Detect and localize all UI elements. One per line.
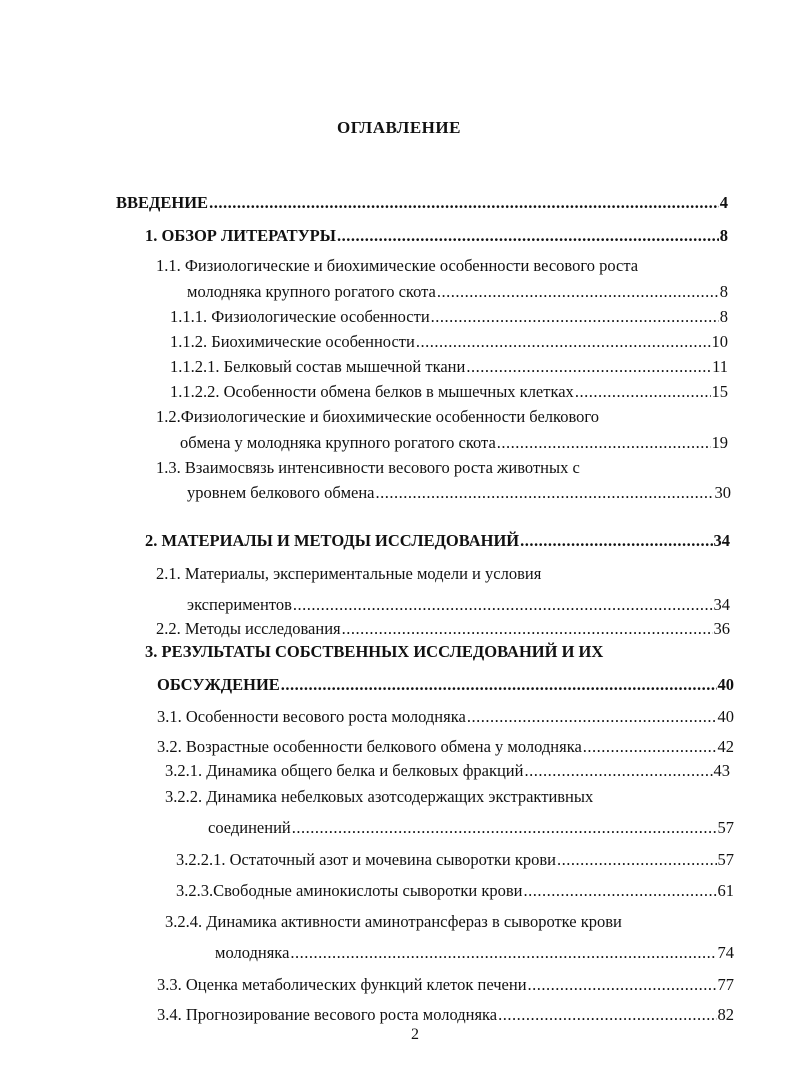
toc-entry-3-2-2-line2[interactable] (208, 817, 734, 839)
toc-entry-text: 3.2.1. Динамика общего белка и белковых фракций (165, 761, 524, 780)
leader-dots (376, 482, 714, 504)
toc-entry-page: 10 (711, 332, 728, 351)
toc-entry-page: 36 (713, 619, 730, 638)
leader-dots (290, 942, 716, 964)
toc-entry-page: 42 (717, 737, 734, 756)
toc-entry-page: 34 (713, 531, 730, 550)
toc-entry-page: 57 (717, 850, 734, 869)
toc-entry-text: 2.2. Методы исследования (156, 619, 341, 638)
toc-entry-text: соединений (208, 818, 291, 837)
leader-dots (431, 306, 719, 328)
toc-entry-text: 1.1.2. Биохимические особенности (170, 332, 415, 351)
toc-entry-text: обмена у молодняка крупного рогатого скота (180, 433, 496, 452)
toc-entry-1-1-1[interactable] (170, 306, 728, 328)
leader-dots (528, 974, 717, 996)
toc-entry-page: 74 (717, 943, 734, 962)
toc-entry-page: 43 (713, 761, 730, 780)
leader-dots (292, 817, 717, 839)
toc-entry-page: 40 (717, 707, 734, 726)
page-number: 2 (411, 1026, 419, 1043)
leader-dots (497, 432, 711, 454)
toc-entry-text: 1.1.2.2. Особенности обмена белков в мышечных клетках (170, 382, 574, 401)
toc-entry-page: 57 (717, 818, 734, 837)
toc-entry-3-2[interactable] (157, 736, 734, 758)
toc-entry-page: 34 (713, 595, 730, 614)
leader-dots (557, 849, 717, 871)
toc-entry-page: 4 (719, 193, 728, 212)
leader-dots (342, 618, 713, 640)
toc-entry-1-1-2-1[interactable] (170, 356, 728, 378)
toc-entry-text: 3.1. Особенности весового роста молодняка (157, 707, 466, 726)
toc-entry-page: 77 (717, 975, 734, 994)
toc-entry-text: 1. ОБЗОР ЛИТЕРАТУРЫ (145, 226, 336, 245)
toc-entry-3-2-4-line2[interactable] (215, 942, 734, 964)
toc-entry-text: 3.4. Прогнозирование весового роста молодняка (157, 1005, 498, 1024)
toc-entry-3-3[interactable] (157, 974, 734, 996)
toc-entry-text: 3.2.3.Свободные аминокислоты сыворотки крови (176, 881, 523, 900)
toc-entry-3-2-3[interactable] (176, 880, 734, 902)
leader-dots (583, 736, 717, 758)
toc-entry-text: 3.2. Возрастные особенности белкового обмена у молодняка (157, 737, 582, 756)
toc-entry-1-1-2-2[interactable] (170, 381, 728, 403)
toc-entry-page: 40 (717, 675, 734, 694)
leader-dots (337, 225, 719, 247)
toc-entry-page: 19 (711, 433, 728, 452)
leader-dots (466, 356, 711, 378)
toc-entry-1-2-line1[interactable]: 1.2.Физиологические и биохимические особенности белкового (156, 407, 599, 426)
toc-entry-chapter-3-line1[interactable]: 3. РЕЗУЛЬТАТЫ СОБСТВЕННЫХ ИССЛЕДОВАНИЙ И ИХ (145, 642, 604, 661)
toc-entry-text: 1.1.2.1. Белковый состав мышечной ткани (170, 357, 466, 376)
toc-entry-text: 3.3. Оценка метаболических функций клеток печени (157, 975, 527, 994)
leader-dots (575, 381, 711, 403)
toc-entry-chapter-2[interactable] (145, 530, 730, 552)
leader-dots (523, 880, 716, 902)
leader-dots (498, 1004, 716, 1026)
toc-entry-text: ВВЕДЕНИЕ (116, 193, 209, 212)
toc-entry-page: 82 (717, 1005, 734, 1024)
toc-entry-page: 8 (719, 282, 728, 301)
toc-entry-text: уровнем белкового обмена (187, 483, 375, 502)
toc-entry-chapter-3-line2[interactable] (157, 674, 734, 696)
toc-entry-3-2-2-1[interactable] (176, 849, 734, 871)
toc-entry-1-2-line2[interactable] (180, 432, 728, 454)
toc-entry-text: экспериментов (187, 595, 292, 614)
toc-entry-text: 3.2.2.1. Остаточный азот и мочевина сыворотки крови (176, 850, 556, 869)
toc-entry-page: 8 (719, 307, 728, 326)
toc-entry-3-1[interactable] (157, 706, 734, 728)
leader-dots (416, 331, 711, 353)
toc-entry-2-2[interactable] (156, 618, 730, 640)
toc-entry-3-4[interactable] (157, 1004, 734, 1026)
toc-entry-1-1-line1[interactable]: 1.1. Физиологические и биохимические особенности весового роста (156, 256, 639, 275)
toc-entry-introduction[interactable] (116, 192, 728, 214)
toc-entry-1-1-2[interactable] (170, 331, 728, 353)
toc-entry-page: 15 (711, 382, 728, 401)
toc-entry-page: 11 (712, 357, 728, 376)
toc-entry-1-3-line1[interactable]: 1.3. Взаимосвязь интенсивности весового роста животных с (156, 458, 580, 477)
toc-entry-3-2-1[interactable] (165, 760, 730, 782)
toc-entry-text: 1.1.1. Физиологические особенности (170, 307, 430, 326)
toc-entry-text: молодняка крупного рогатого скота (187, 282, 436, 301)
leader-dots (281, 674, 717, 696)
toc-entry-page: 8 (719, 226, 728, 245)
toc-entry-chapter-1[interactable] (145, 225, 728, 247)
leader-dots (437, 281, 719, 303)
toc-entry-2-1-line1[interactable]: 2.1. Материалы, экспериментальные модели и условия (156, 564, 542, 583)
leader-dots (467, 706, 717, 728)
toc-entry-2-1-line2[interactable] (187, 594, 730, 616)
toc-entry-1-1-line2[interactable] (187, 281, 728, 303)
leader-dots (524, 760, 712, 782)
leader-dots (293, 594, 713, 616)
toc-entry-3-2-4-line1[interactable]: 3.2.4. Динамика активности аминотрансфераз в сыворотке крови (165, 912, 622, 931)
toc-entry-text: молодняка (215, 943, 290, 962)
toc-entry-text: ОБСУЖДЕНИЕ (157, 675, 280, 694)
leader-dots (520, 530, 712, 552)
toc-entry-page: 30 (714, 483, 731, 502)
leader-dots (209, 192, 719, 214)
page-title: ОГЛАВЛЕНИЕ (337, 118, 461, 137)
toc-entry-1-3-line2[interactable] (187, 482, 731, 504)
toc-entry-3-2-2-line1[interactable]: 3.2.2. Динамика небелковых азотсодержащих экстрактивных (165, 787, 594, 806)
toc-entry-text: 2. МАТЕРИАЛЫ И МЕТОДЫ ИССЛЕДОВАНИЙ (145, 531, 520, 550)
toc-entry-page: 61 (717, 881, 734, 900)
